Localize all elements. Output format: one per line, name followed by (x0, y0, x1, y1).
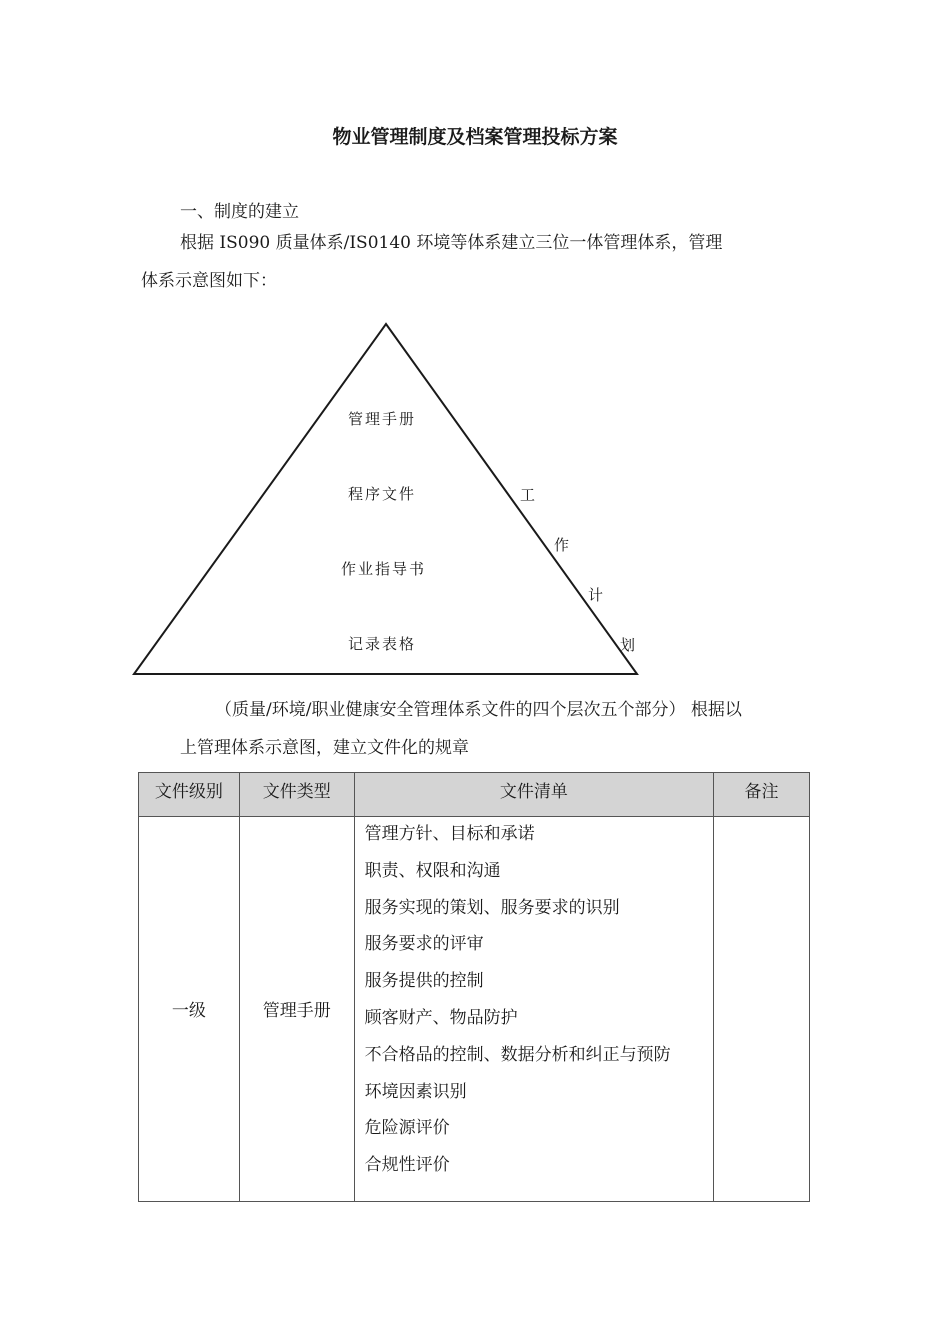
list-item: 管理方针、目标和承诺 (364, 824, 535, 844)
list-item: 服务提供的控制 (364, 971, 484, 992)
cell-type: 管理手册 (239, 817, 354, 1202)
intro-paragraph-line-1: 根据 IS090 质量体系/IS0140 环境等体系建立三位一体管理体系，管理 (180, 233, 723, 253)
pyramid-level-records: 记录表格 (348, 635, 417, 653)
pyramid-side-char: 工 (520, 486, 538, 504)
header-type: 文件类型 (239, 773, 354, 817)
header-list: 文件清单 (354, 773, 713, 817)
cell-note (714, 817, 810, 1202)
table-header-row (139, 773, 810, 817)
list-item: 服务要求的评审 (364, 934, 484, 955)
header-note: 备注 (714, 773, 810, 817)
caption-line-1: （质量/环境/职业健康安全管理体系文件的四个层次五个部分） 根据以 (215, 700, 742, 720)
pyramid-level-instructions: 作业指导书 (341, 560, 427, 578)
page-title: 物业管理制度及档案管理投标方案 (332, 126, 618, 148)
intro-paragraph-line-2: 体系示意图如下： (141, 271, 277, 291)
list-item: 服务实现的策划、服务要求的识别 (364, 897, 620, 918)
caption-line-2: 上管理体系示意图，建立文件化的规章 (180, 738, 469, 758)
pyramid-side-char: 划 (620, 636, 638, 654)
list-item: 环境因素识别 (364, 1081, 467, 1102)
list-item: 合规性评价 (364, 1155, 450, 1176)
document-list-table (138, 772, 810, 1202)
list-item: 职责、权限和沟通 (364, 860, 501, 881)
header-level: 文件级别 (139, 773, 240, 817)
pyramid-side-char: 作 (554, 536, 572, 554)
list-item: 危险源评价 (364, 1118, 450, 1139)
list-item: 不合格品的控制、数据分析和纠正与预防 (364, 1044, 671, 1065)
cell-level: 一级 (139, 817, 240, 1202)
list-item: 顾客财产、物品防护 (364, 1007, 518, 1028)
pyramid-side-char: 计 (588, 586, 606, 604)
cell-document-list (354, 817, 713, 1202)
section-heading: 一、制度的建立 (180, 202, 299, 222)
pyramid-level-procedures: 程序文件 (348, 485, 417, 503)
table-row (139, 817, 810, 1202)
pyramid-level-manual: 管理手册 (348, 410, 417, 428)
